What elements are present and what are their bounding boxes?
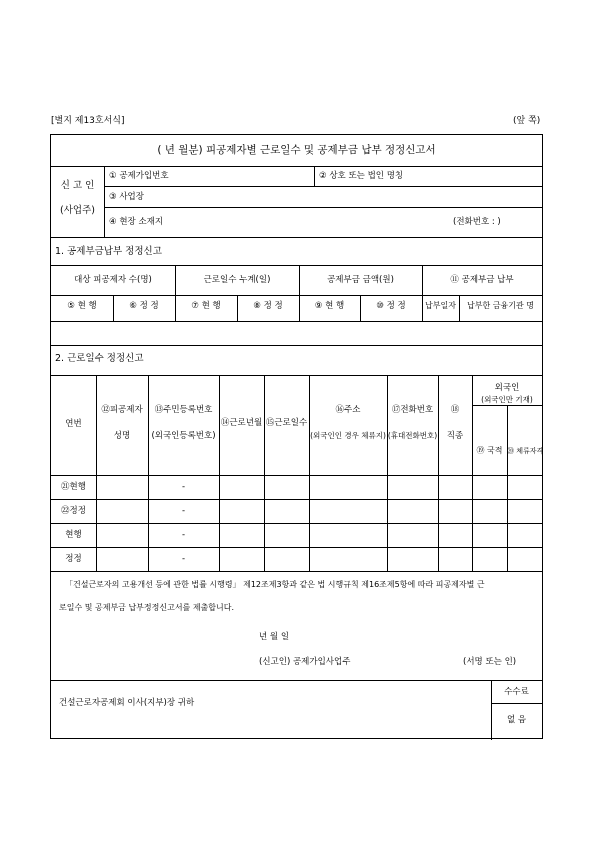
workdays-total-header: 근로일수 누계(일) xyxy=(203,275,271,285)
col-foreigner: 외국인 xyxy=(494,383,520,393)
col-foreigner-sub: (외국인만 기재) xyxy=(481,395,533,404)
s1-current-count: ⑤ 현 행 xyxy=(67,301,97,311)
bank-name-header: 납부한 금융기관 명 xyxy=(467,301,534,310)
col-work-month: ⑭근로년월 xyxy=(220,418,263,428)
col-name: ⑫피공제자 xyxy=(101,405,143,415)
phone-label: (전화번호 : ) xyxy=(453,217,501,227)
col-serial: 연번 xyxy=(65,419,82,429)
fee-value: 없 음 xyxy=(506,715,527,725)
s1-current-days: ⑦ 현 행 xyxy=(191,301,221,311)
page-side-label: (앞 쪽) xyxy=(513,116,541,126)
col-job-sub: 직종 xyxy=(446,431,464,441)
col-name-sub: 성명 xyxy=(113,431,131,441)
signature-label: (서명 또는 인) xyxy=(463,657,517,667)
date-line: 년 월 일 xyxy=(259,632,290,642)
s1-corrected-amount: ⑩ 정 정 xyxy=(376,301,406,311)
workplace-label: ③ 사업장 xyxy=(109,192,144,202)
col-rrn-sub: (외국인등록번호) xyxy=(151,431,216,441)
rrn-dash: - xyxy=(181,554,186,564)
section1-title: 1. 공제부금납부 정정신고 xyxy=(55,246,162,257)
col-phone-sub: (휴대전화번호) xyxy=(387,431,438,440)
s1-corrected-count: ⑥ 정 정 xyxy=(129,301,159,311)
premium-payment-header: ⑪ 공제부금 납부 xyxy=(450,275,514,285)
row-current-2: 현행 xyxy=(65,530,82,540)
recipient-label: 건설근로자공제회 이사(지부)장 귀하 xyxy=(59,698,195,708)
rrn-dash: - xyxy=(181,482,186,492)
form-number: [별지 제13호서식] xyxy=(51,116,125,126)
col-phone: ⑰전화번호 xyxy=(391,405,434,415)
col-address: ⑯주소 xyxy=(335,405,361,415)
col-work-days: ⑮근로일수 xyxy=(265,418,308,428)
company-name-label: ② 상호 또는 법인 명칭 xyxy=(319,171,404,181)
target-count-header: 대상 피공제자 수(명) xyxy=(74,275,152,285)
s1-current-amount: ⑨ 현 행 xyxy=(314,301,345,311)
payment-date-header: 납부일자 xyxy=(425,301,456,310)
section2-title: 2. 근로일수 정정신고 xyxy=(55,353,144,364)
statement-line2: 로일수 및 공제부금 납부정정신고서를 제출합니다. xyxy=(59,603,235,612)
subscription-number-label: ① 공제가입번호 xyxy=(109,171,169,181)
s1-corrected-days: ⑧ 정 정 xyxy=(253,301,283,311)
rrn-dash: - xyxy=(181,530,186,540)
form-title: ( 년 월분) 피공제자별 근로일수 및 공제부금 납부 정정신고서 xyxy=(157,144,436,156)
col-visa: ⑳ 체류자격 xyxy=(507,447,544,455)
row-corrected-1: ㉒정정 xyxy=(61,506,86,516)
applicant-label: 신 고 인 xyxy=(60,180,95,191)
fee-label: 수수료 xyxy=(504,687,529,697)
col-rrn: ⑬주민등록번호 xyxy=(154,405,213,415)
statement-line1: 「건설근로자의 고용개선 등에 관한 법률 시행령」 제12조제3항과 같은 법 시행규칙 제16조제5항에 따라 피공제자별 근 xyxy=(65,580,485,589)
row-current-1: ㉑현행 xyxy=(61,482,86,492)
premium-amount-header: 공제부금 금액(원) xyxy=(327,275,394,285)
signer-label: (신고인) 공제가입사업주 xyxy=(259,657,351,667)
row-corrected-2: 정정 xyxy=(65,554,82,564)
col-job: ⑱ xyxy=(450,405,460,415)
site-address-label: ④ 현장 소재지 xyxy=(109,217,164,227)
col-nationality: ⑲ 국적 xyxy=(476,446,503,455)
col-address-sub: (외국인인 경우 체류지) xyxy=(310,431,386,440)
report-form xyxy=(50,134,543,739)
rrn-dash: - xyxy=(181,506,186,516)
applicant-sublabel: (사업주) xyxy=(60,205,95,216)
